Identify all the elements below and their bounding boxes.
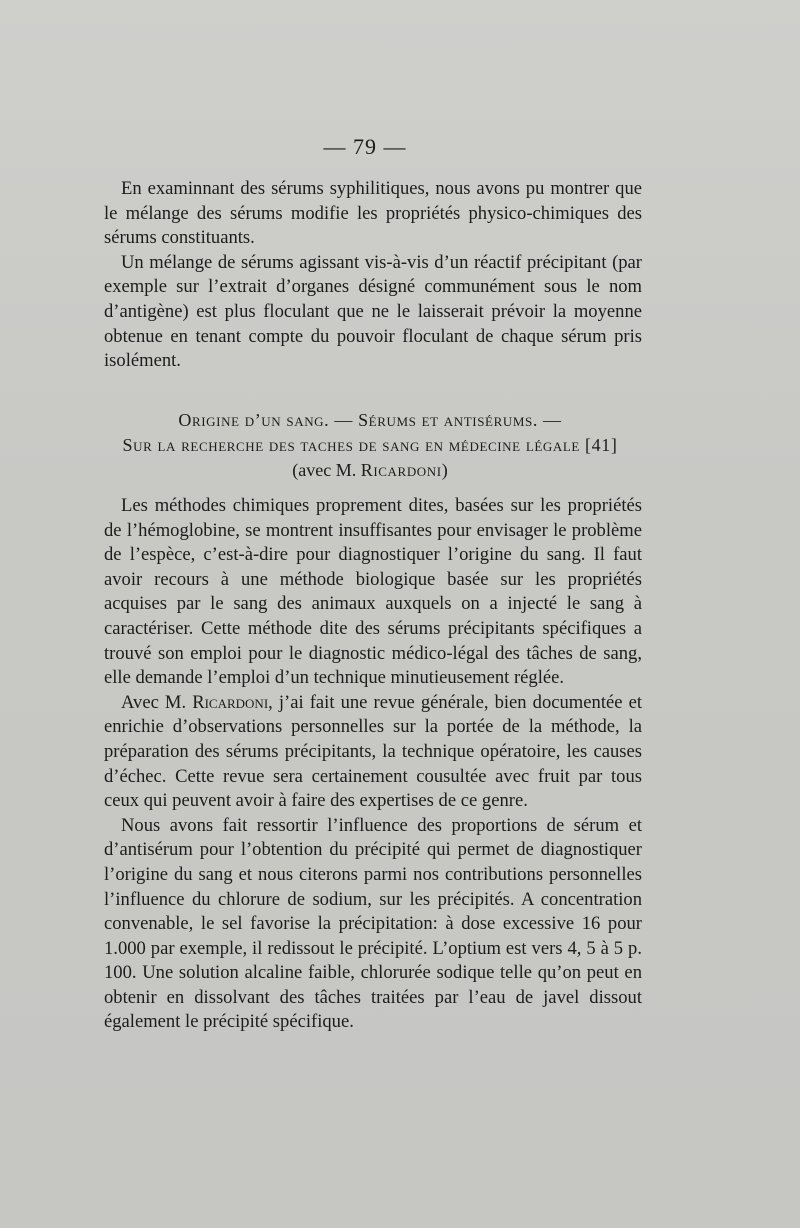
body-paragraph-2-text: , j’ai fait une revue générale, bien documentée et enrichie d’observations personnelles sur la portée de la méthode, la préparation des sérums précipitants, la technique opératoire, les causes d’échec. Cette revue sera certainement cousultée avec fruit par tous ceux qui peuvent avoir à faire des expertises de ce genre. (104, 691, 642, 812)
heading-line-2: Sur la recherche des taches de sang en médecine légale [41] (122, 435, 618, 455)
heading-line-3-suffix: ) (441, 460, 448, 480)
heading-line-3-prefix: (avec M. (292, 460, 361, 480)
intro-paragraph-1: En examinnant des sérums syphilitiques, nous avons pu montrer que le mélange des sérums modifie les propriétés physico-chimiques des sérums constituants. (104, 178, 642, 249)
body-paragraph-3: Nous avons fait ressortir l’influence des proportions de sérum et d’antisérum pour l’obtention du précipité qui permet de diagnostiquer l’origine du sang et nous citerons parmi nos contributions personnelles l’influence du chlorure de sodium, sur les précipités. A concentration convenable, le sel favorise la précipitation: à dose excessive 16 pour 1.000 par exemple, il redissout le précipité. L’optium est vers 4, 5 à 5 p. 100. Une solution alcaline faible, chlorurée sodique telle qu’on peut en obtenir en dissolvant des tâches traitées par l’eau de javel dissout également le précipité spécifique. (104, 814, 642, 1033)
page-number: — 79 — (323, 134, 407, 159)
body-paragraph-1: Les méthodes chimiques proprement dites, basées sur les propriétés de l’hémoglobine, se montrent insuffisantes pour envisager le problème de l’espèce, c’est-à-dire pour diagnostiquer l’origine du sang. Il faut avoir recours à une méthode biologique basée sur les propriétés acquises par le sang des animaux auxquels on a injecté le sang à caractériser. Cette méthode dite des sérums précipitants spécifiques a trouvé son emploi pour le diagnostic médico-légal des tâches de sang, elle demande l’emploi d’un technique minutieusement réglée. (104, 495, 642, 689)
intro-paragraph-2: Un mélange de sérums agissant vis-à-vis d’un réactif précipitant (par exemple sur l’extrait d’organes désigné communément sous le nom d’antigène) est plus floculant que ne le laisserait prévoir la moyenne obtenue en tenant compte du pouvoir floculant de chaque sérum pris isolément. (104, 251, 642, 372)
heading-line-3 (96, 458, 644, 483)
heading-author-name: Ricardoni (360, 460, 442, 480)
body-paragraph-2 (104, 691, 642, 814)
body-author-name: Ricardoni (192, 691, 269, 713)
body-section (104, 494, 642, 1035)
body-paragraph-2-prefix: Avec M. (121, 691, 193, 713)
section-heading (96, 408, 644, 483)
heading-line-1: Origine d’un sang. — Sérums et antisérums. — (178, 410, 562, 430)
intro-section (104, 177, 642, 374)
